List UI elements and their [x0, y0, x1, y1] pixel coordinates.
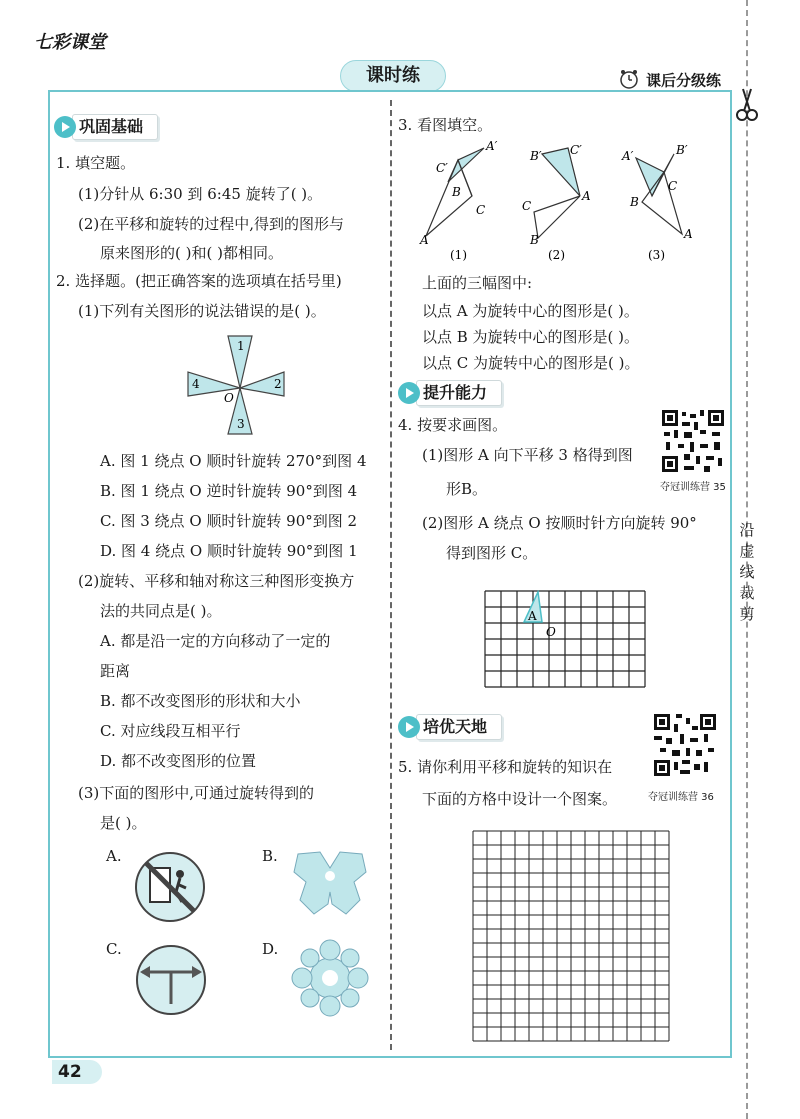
qr-caption-35: 夺冠训练营 35 [660, 482, 726, 493]
svg-text:(1): (1) [450, 248, 467, 262]
option-d-label: D. [262, 940, 279, 958]
q4-part1-line1: (1)图形 A 向下平移 3 格得到图 [422, 446, 633, 464]
svg-text:A: A [420, 233, 429, 247]
svg-text:C: C [668, 179, 678, 193]
windmill-label-1: 1 [237, 339, 245, 353]
q2-part3-line1: (3)下面的图形中,可通过旋转得到的 [78, 784, 315, 802]
q3-figures [412, 140, 702, 265]
svg-text:A: A [582, 189, 591, 203]
svg-text:C′: C′ [436, 161, 448, 175]
scissors-icon [736, 85, 758, 129]
windmill-label-o: O [224, 391, 234, 405]
grid-label-o: O [546, 625, 556, 639]
q1-part2-line1: (2)在平移和旋转的过程中,得到的图形与 [78, 215, 345, 233]
svg-text:B′: B′ [530, 149, 542, 163]
q4-title: 4. 按要求画图。 [398, 416, 508, 434]
brand-logo: 七彩课堂 [34, 32, 106, 53]
q1-title: 1. 填空题。 [56, 154, 136, 172]
q2-p2-option-a-cont: 距离 [100, 662, 131, 680]
svg-text:C: C [522, 199, 532, 213]
option-d-snowflake [290, 938, 370, 1018]
q2-p2-option-b: B. 都不改变图形的形状和大小 [100, 692, 301, 710]
q2-p1-option-d: D. 图 4 绕点 O 顺时针旋转 90°到图 1 [100, 542, 358, 560]
option-b-label: B. [262, 847, 278, 865]
windmill-label-4: 4 [192, 377, 200, 391]
q3-line-b: 以点 B 为旋转中心的图形是( )。 [422, 328, 640, 346]
q4-grid [484, 590, 646, 688]
q2-p1-option-c: C. 图 3 绕点 O 顺时针旋转 90°到图 2 [100, 512, 358, 530]
option-a-label: A. [106, 847, 122, 865]
svg-text:(2): (2) [548, 248, 565, 262]
windmill-label-2: 2 [274, 377, 282, 391]
qr-code-36[interactable] [652, 712, 718, 778]
section-excel: 培优天地 [398, 714, 502, 740]
column-divider [390, 100, 392, 1050]
option-c-arrow-sign [130, 942, 212, 1018]
q4-part2-line2: 得到图形 C。 [446, 544, 538, 562]
windmill-figure [180, 330, 300, 440]
svg-text:B′: B′ [676, 143, 688, 157]
cut-label: 沿虚线裁剪 [739, 521, 755, 623]
q3-title: 3. 看图填空。 [398, 116, 493, 134]
page-number: 42 [52, 1060, 102, 1084]
q4-part1-line2: 形B。 [446, 480, 488, 498]
q1-part2-line2: 原来图形的( )和( )都相同。 [100, 244, 283, 262]
q2-part1: (1)下列有关图形的说法错误的是( )。 [78, 302, 326, 320]
play-icon [398, 382, 420, 404]
qr-code-35[interactable] [660, 408, 726, 474]
svg-text:B: B [530, 233, 539, 247]
q3-intro: 上面的三幅图中: [422, 274, 533, 292]
windmill-label-3: 3 [237, 417, 245, 431]
q5-grid [472, 830, 674, 1042]
play-icon [54, 116, 76, 138]
q2-p2-option-a: A. 都是沿一定的方向移动了一定的 [100, 632, 331, 650]
q2-p1-option-a: A. 图 1 绕点 O 顺时针旋转 270°到图 4 [100, 452, 367, 470]
svg-text:A: A [684, 227, 693, 241]
grid-label-a: A [528, 609, 537, 623]
q5-line2: 下面的方格中设计一个图案。 [422, 790, 618, 808]
q2-title: 2. 选择题。(把正确答案的选项填在括号里) [56, 272, 342, 290]
qr-caption-36: 夺冠训练营 36 [648, 792, 714, 803]
play-icon [398, 716, 420, 738]
svg-text:B: B [452, 185, 461, 199]
q3-line-a: 以点 A 为旋转中心的图形是( )。 [422, 302, 639, 320]
svg-text:C′: C′ [570, 143, 582, 157]
option-a-no-entry-sign [130, 850, 210, 925]
option-b-butterfly [290, 848, 370, 920]
section-improve: 提升能力 [398, 380, 502, 406]
option-c-label: C. [106, 940, 122, 958]
q2-p2-option-d: D. 都不改变图形的位置 [100, 752, 257, 770]
q4-part2-line1: (2)图形 A 绕点 O 按顺时针方向旋转 90° [422, 514, 697, 532]
q2-p1-option-b: B. 图 1 绕点 O 逆时针旋转 90°到图 4 [100, 482, 358, 500]
svg-text:(3): (3) [648, 248, 665, 262]
svg-text:A′: A′ [486, 140, 498, 153]
q1-part1: (1)分针从 6:30 到 6:45 旋转了( )。 [78, 185, 323, 203]
q3-line-c: 以点 C 为旋转中心的图形是( )。 [422, 354, 640, 372]
lesson-title: 课时练 [340, 60, 446, 92]
q2-part3-line2: 是( )。 [100, 814, 147, 832]
svg-text:B: B [630, 195, 639, 209]
section-basic: 巩固基础 [54, 114, 158, 140]
svg-text:C: C [476, 203, 486, 217]
q2-p2-option-c: C. 对应线段互相平行 [100, 722, 241, 740]
series-label: 课后分级练 [618, 68, 721, 94]
q2-part2-line2: 法的共同点是( )。 [100, 602, 222, 620]
q2-part2-line1: (2)旋转、平移和轴对称这三种图形变换方 [78, 572, 355, 590]
svg-text:A′: A′ [622, 149, 634, 163]
q5-line1: 5. 请你利用平移和旋转的知识在 [398, 758, 613, 776]
